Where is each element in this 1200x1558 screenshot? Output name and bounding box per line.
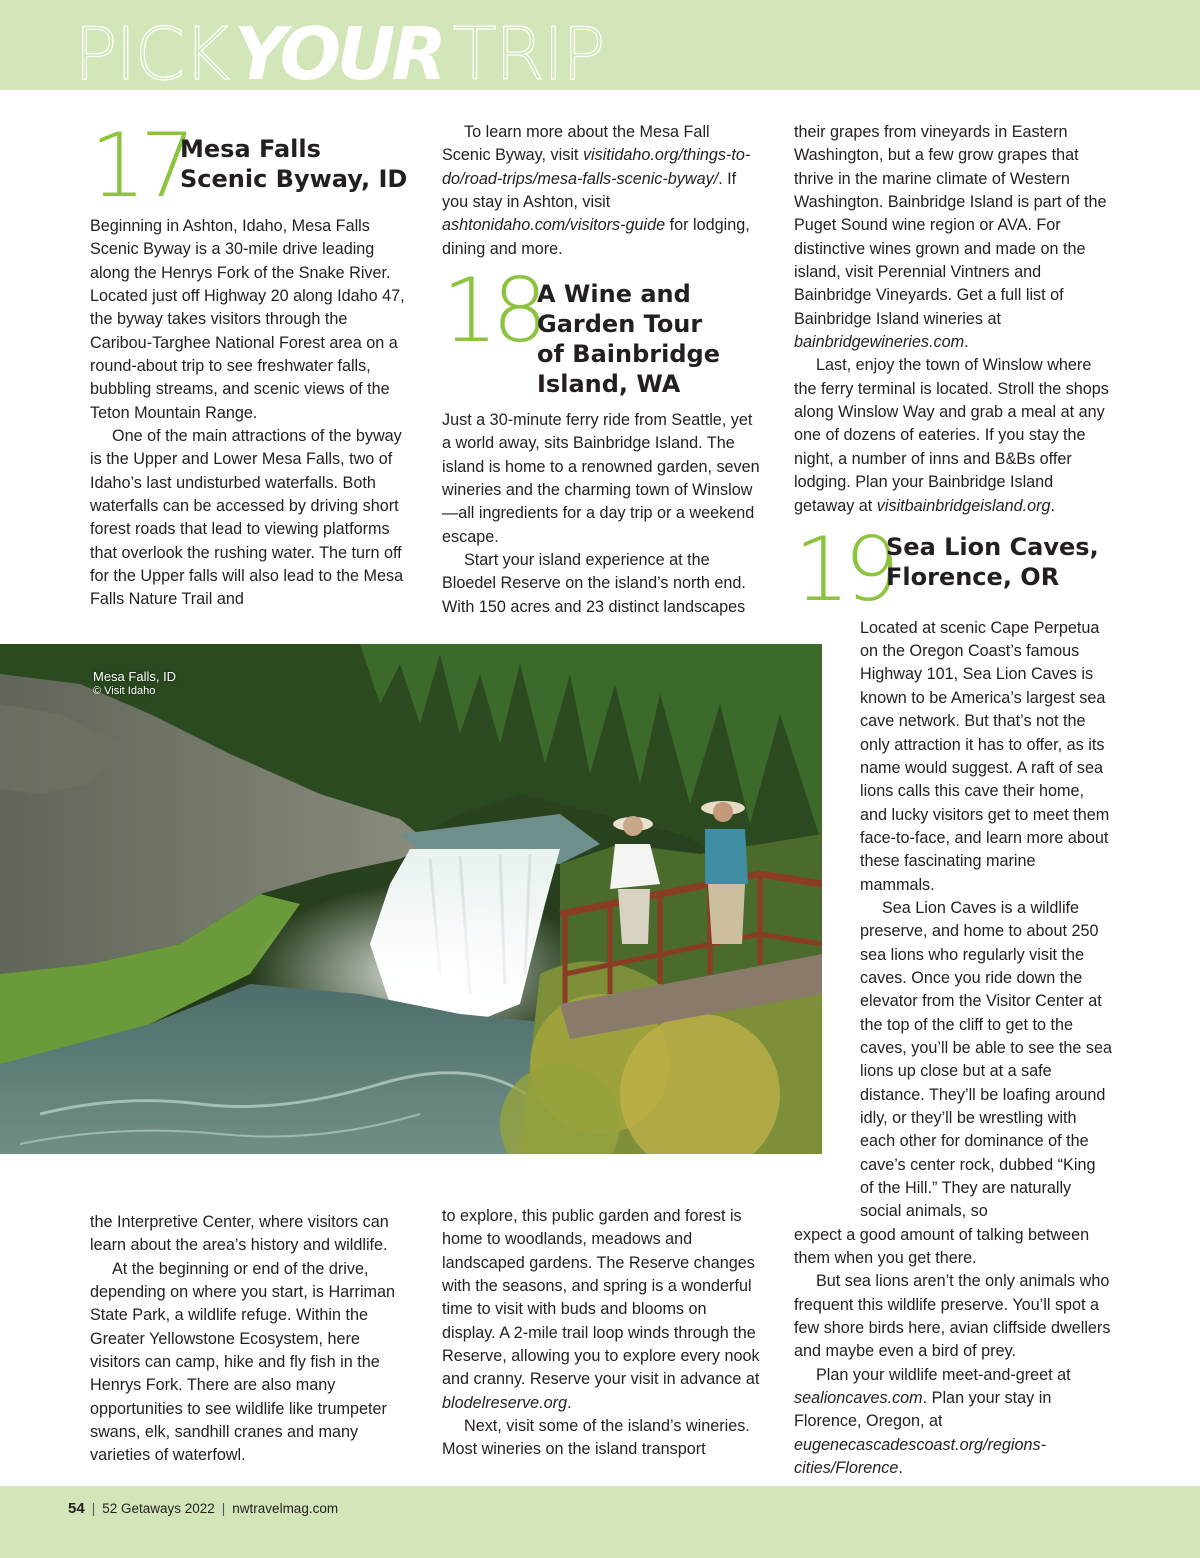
link-bainbridgewineries[interactable]: bainbridgewineries.com — [794, 333, 965, 352]
article-17-bottom — [90, 1211, 410, 1468]
article-18-paragraph: Next, visit some of the island’s wineries. Most wineries on the island transport — [442, 1417, 750, 1459]
article-18-heading — [442, 259, 760, 399]
article-19-paragraph: Sea Lion Caves is a wildlife preserve, and home to about 250 sea lions who regularly visit the caves. Once you ride down the elevator from the Visitor Center at the top of the cliff to get to the caves, you’ll be able to see the sea lions up close but at a safe distance. They’ll be loafing around idly, or they’ll be wrestling with each other for dominance of the cave’s center rock, dubbed “King of the Hill.” They are naturally social animals, so — [860, 898, 1112, 1221]
article-number-19: 19 — [794, 517, 894, 621]
article-18-paragraph: Just a 30-minute ferry ride from Seattle, yet a world away, sits Bainbridge Island. The island is home to a renowned garden, seven wineries and the charming town of Winslow—all ingredients for a day trip or a weekend escape. — [442, 411, 760, 546]
title-word-pick: PICK — [74, 12, 229, 90]
article-17-top — [90, 114, 410, 612]
photo-caption-title: Mesa Falls, ID — [93, 669, 177, 684]
link-sealioncaves[interactable]: sealioncaves.com — [794, 1389, 923, 1408]
article-17-paragraph: Beginning in Ashton, Idaho, Mesa Falls Scenic Byway is a 30-mile drive leading along the Henrys Fork of the Snake River. Located just off Highway 20 along Idaho 47, the byway takes visitors through the Caribou-Targhee National Forest area on a round-about trip to see freshwater falls, bubbling streams, and scenic views of the Teton Mountain Range. — [90, 216, 405, 422]
article-19-heading — [794, 517, 1112, 621]
article-17-title: Mesa Falls Scenic Byway, ID — [180, 135, 408, 193]
title-word-your: YOUR — [234, 12, 443, 90]
article-17-paragraph: At the beginning or end of the drive, depending on where you start, is Harriman State Park, a wildlife refuge. Within the Greater Yellowstone Ecosystem, here visitors can camp, hike and fly fish in the Henrys Fork. There are also many opportunities to see wildlife like trumpeter swans, elk, sandhill cranes and many varieties of waterfowl. — [90, 1259, 396, 1465]
section-title — [74, 12, 604, 90]
page-footer — [0, 1486, 1200, 1558]
article-19-paragraph: Plan your wildlife meet-and-greet at sealioncaves.com. Plan your stay in Florence, Oregon, at eugenecascadescoast.org/regions-cities/Florence. — [794, 1365, 1071, 1478]
article-19-paragraph: Located at scenic Cape Perpetua on the Oregon Coast’s famous Highway 101, Sea Lion Caves is known to be America’s largest sea cave network. But that’s not the only attraction it has to offer, as its name would suggest. A raft of sea lions calls this cave their home, and lucky visitors get to meet them face-to-face, and learn more about these fascinating marine mammals. — [860, 618, 1110, 894]
article-18-paragraph: Start your island experience at the Bloedel Reserve on the island’s north end. With 150 acres and 23 distinct landscapes — [442, 551, 746, 616]
article-18-paragraph: Last, enjoy the town of Winslow where the ferry terminal is located. Stroll the shops along Winslow Way and grab a meal at any one of dozens of eateries. If you stay the night, a number of inns and B&Bs offer lodging. Plan your Bainbridge Island getaway at visitbainbridgeisland.org. — [794, 356, 1109, 515]
publication-name: 52 Getaways 2022 — [102, 1501, 215, 1516]
article-19-indented-block — [860, 617, 1112, 1224]
photo-credit: © Visit Idaho — [93, 685, 156, 697]
link-visitbainbridgeisland[interactable]: visitbainbridgeisland.org — [876, 496, 1051, 515]
link-blodelreserve[interactable]: blodelreserve.org — [442, 1393, 568, 1412]
link-ashtonidaho[interactable]: ashtonidaho.com/visitors-guide — [442, 216, 666, 235]
photo-caption — [93, 670, 176, 698]
article-18-bottom — [442, 1205, 760, 1462]
mesa-falls-photo — [0, 644, 822, 1154]
article-19-paragraph: But sea lions aren’t the only animals who frequent this wildlife preserve. You’ll spot a few shore birds here, avian cliffside dwellers and maybe even a bird of prey. — [794, 1272, 1111, 1361]
article-17-paragraph: the Interpretive Center, where visitors can learn about the area’s history and wildlife. — [90, 1213, 389, 1255]
article-19-column — [794, 121, 1112, 1481]
article-18-title: A Wine and Garden Tour of Bainbridge Island, WA — [537, 280, 720, 399]
article-19-title: Sea Lion Caves, Florence, OR — [886, 532, 1099, 591]
article-17-paragraph: One of the main attractions of the byway is the Upper and Lower Mesa Falls, two of Idaho’s last undisturbed waterfalls. Both waterfalls can be accessed by driving short forest roads that lead to viewing platforms that overlook the rushing water. The turn off for the Upper falls will also lead to the Mesa Falls Nature Trail and — [90, 427, 404, 609]
article-17-heading — [90, 114, 410, 217]
title-word-trip: TRIP — [452, 12, 604, 90]
article-17-more-info: To learn more about the Mesa Fall Scenic Byway, visit visitidaho.org/things-to-do/road-trips/mesa-falls-scenic-byway/. If you stay in Ashton, visit ashtonidaho.com/visitors-guide for lodging, dining and more. — [442, 123, 751, 258]
article-18-paragraph: to explore, this public garden and forest is home to woodlands, meadows and landscaped gardens. The Reserve changes with the seasons, and spring is a wonderful time to visit with buds and blooms on display. A 2-mile trail loop winds through the Reserve, allowing you to explore every nook and cranny. Reserve your visit in advance at blodelreserve.org. — [442, 1207, 760, 1412]
page-number: 54 — [68, 1500, 85, 1517]
article-18-paragraph: their grapes from vineyards in Eastern Washington, but a few grow grapes that thrive in the marine climate of Western Washington. Bainbridge Island is part of the Puget Sound wine region or AVA. For distinctive wines grown and made on the island, visit Perennial Vintners and Bainbridge Vineyards. Get a full list of Bainbridge Island wineries at bainbridgewineries.com. — [794, 123, 1107, 352]
article-number-18: 18 — [442, 259, 542, 363]
header-banner — [0, 0, 1200, 90]
article-number-17: 17 — [90, 114, 190, 217]
website-link[interactable]: nwtravelmag.com — [232, 1501, 339, 1516]
article-19-paragraph: expect a good amount of talking between them when you get there. — [794, 1225, 1090, 1268]
footer-text: 54 | 52 Getaways 2022 | nwtravelmag.com — [68, 1500, 339, 1517]
article-18-top — [442, 121, 760, 619]
link-eugenecascadescoast[interactable]: eugenecascadescoast.org/regions-cities/Florence — [794, 1435, 1046, 1478]
link-visitidaho[interactable]: visitidaho.org/things-to-do/road-trips/mesa-falls-scenic-byway/ — [442, 146, 751, 188]
